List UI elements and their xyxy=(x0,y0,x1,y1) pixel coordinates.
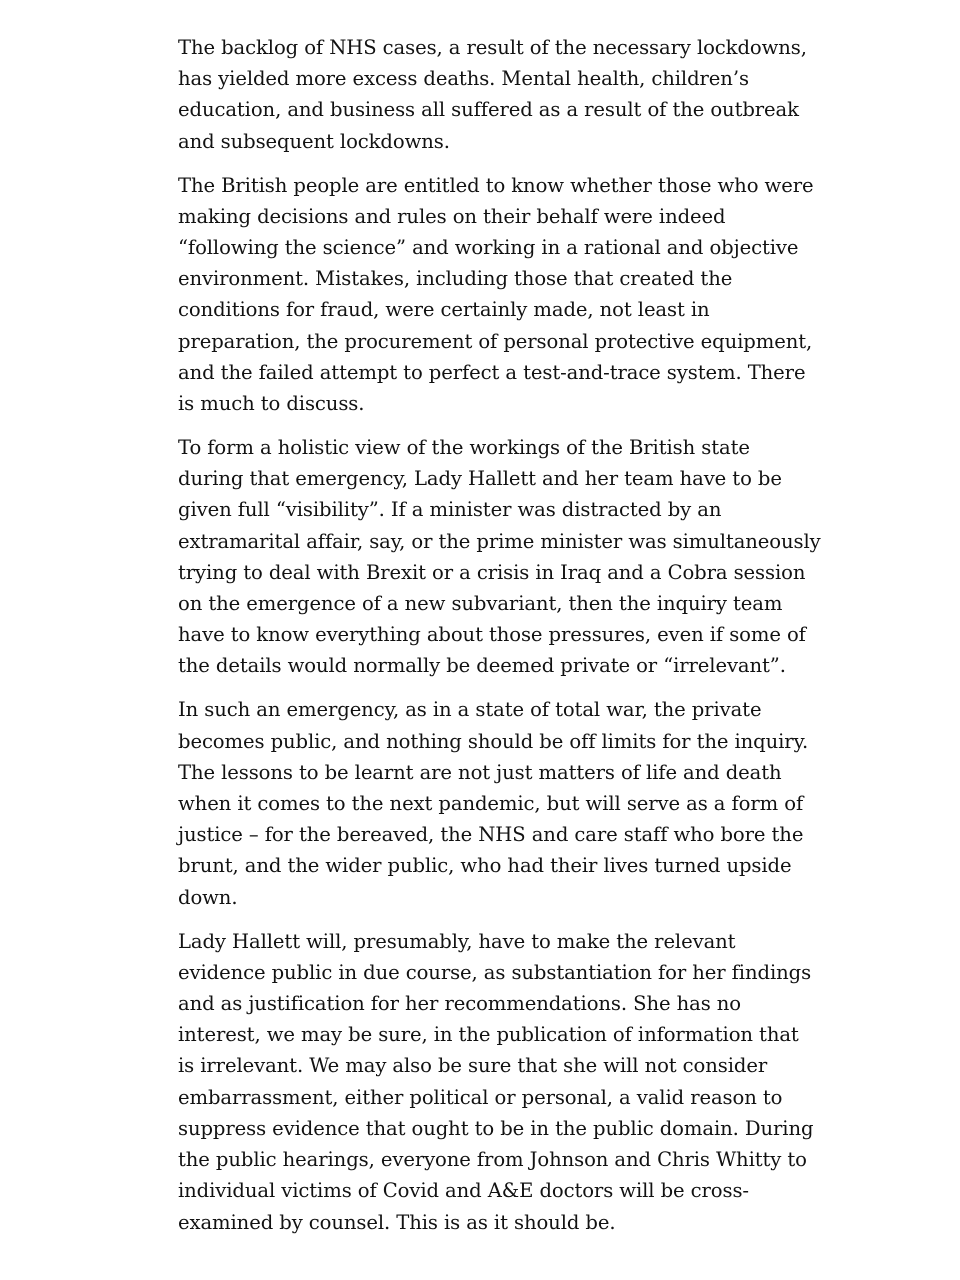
text-line: education, and business all suffered as a result of the outbreak xyxy=(178,98,799,122)
text-line: The lessons to be learnt are not just matters of life and death xyxy=(178,760,782,784)
text-line: conditions for fraud, were certainly made, not least in xyxy=(178,298,710,322)
text-line: making decisions and rules on their behalf were indeed xyxy=(178,204,726,228)
text-line: when it comes to the next pandemic, but will serve as a form of xyxy=(178,792,804,816)
paragraph-1 xyxy=(178,32,807,157)
text-line: has yielded more excess deaths. Mental health, children’s xyxy=(178,67,749,91)
text-line: trying to deal with Brexit or a crisis in Iraq and a Cobra session xyxy=(178,560,806,584)
text-line: and subsequent lockdowns. xyxy=(178,129,450,153)
text-line: is much to discuss. xyxy=(178,392,365,416)
text-line: the details would normally be deemed private or “irrelevant”. xyxy=(178,654,786,678)
text-line: environment. Mistakes, including those that created the xyxy=(178,267,733,291)
text-line: extramarital affair, say, or the prime minister was simultaneously xyxy=(178,529,821,553)
text-line: and as justification for her recommendations. She has no xyxy=(178,992,742,1016)
text-line: preparation, the procurement of personal protective equipment, xyxy=(178,329,813,353)
text-line: the public hearings, everyone from Johnson and Chris Whitty to xyxy=(178,1148,807,1172)
text-line: suppress evidence that ought to be in the public domain. During xyxy=(178,1116,814,1140)
text-line: “following the science” and working in a rational and objective xyxy=(178,236,799,260)
text-line: individual victims of Covid and A&E doctors will be cross- xyxy=(178,1179,749,1203)
text-line: during that emergency, Lady Hallett and her team have to be xyxy=(178,467,782,491)
text-line: The backlog of NHS cases, a result of the necessary lockdowns, xyxy=(178,36,807,59)
text-line: embarrassment, either political or personal, a valid reason to xyxy=(178,1085,783,1109)
text-line: given full “visibility”. If a minister was distracted by an xyxy=(178,498,722,522)
text-line: Lady Hallett will, presumably, have to make the relevant xyxy=(178,929,736,953)
text-line: brunt, and the wider public, who had their lives turned upside xyxy=(178,854,792,878)
text-line: The British people are entitled to know whether those who were xyxy=(178,173,814,197)
text-line: is irrelevant. We may also be sure that she will not consider xyxy=(178,1054,768,1078)
text-line: justice – for the bereaved, the NHS and care staff who bore the xyxy=(178,823,804,847)
text-line: To form a holistic view of the workings of the British state xyxy=(178,436,750,460)
text-line: In such an emergency, as in a state of total war, the private xyxy=(178,698,762,722)
paragraph-3 xyxy=(178,432,821,682)
text-line: examined by counsel. This is as it should be. xyxy=(178,1210,616,1234)
article-body xyxy=(178,32,821,1251)
paragraph-4 xyxy=(178,694,809,912)
text-line: and the failed attempt to perfect a test-and-trace system. There xyxy=(178,360,806,384)
text-line: evidence public in due course, as substantiation for her findings xyxy=(178,960,812,984)
text-line: on the emergence of a new subvariant, then the inquiry team xyxy=(178,592,783,616)
text-line: interest, we may be sure, in the publication of information that xyxy=(178,1023,799,1047)
text-line: becomes public, and nothing should be off limits for the inquiry. xyxy=(178,729,809,753)
text-line: have to know everything about those pressures, even if some of xyxy=(178,623,806,647)
text-line: down. xyxy=(178,885,238,909)
paragraph-2 xyxy=(178,170,814,420)
paragraph-5 xyxy=(178,926,814,1238)
